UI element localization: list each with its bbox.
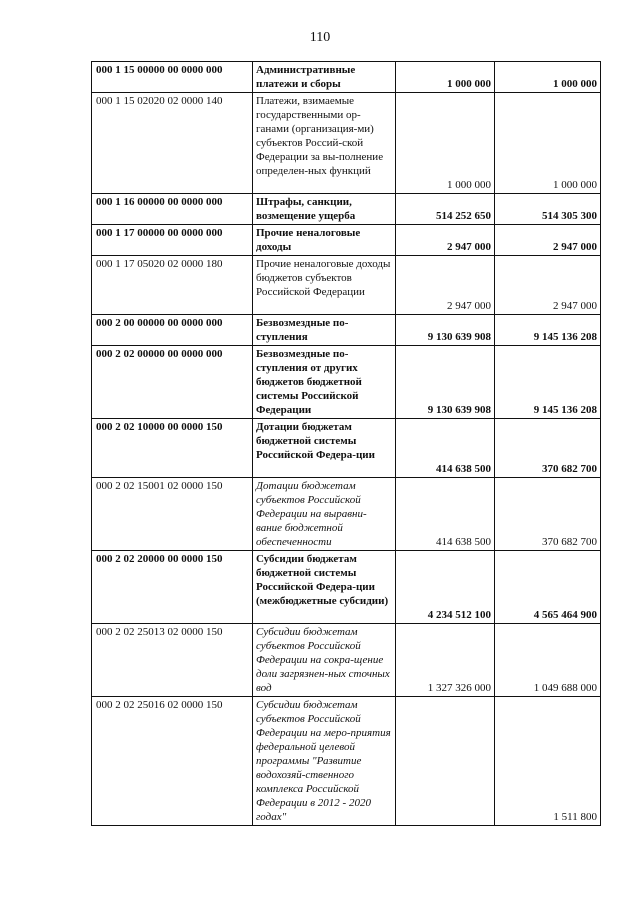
table-row xyxy=(92,315,601,346)
budget-code-cell: 000 2 02 25016 02 0000 150 xyxy=(92,697,253,826)
table-row xyxy=(92,194,601,225)
description-cell: Безвозмездные по-ступления xyxy=(253,315,396,346)
description-cell: Платежи, взимаемые государственными ор-ганами (организация-ми) субъектов Россий-ской Федерации за вы-полнение определен-ных функций xyxy=(253,93,396,194)
amount-year2-cell: 4 565 464 900 xyxy=(495,551,601,624)
table-row xyxy=(92,93,601,194)
budget-code-cell: 000 2 02 00000 00 0000 000 xyxy=(92,346,253,419)
amount-year2-cell: 370 682 700 xyxy=(495,419,601,478)
amount-year1-cell: 1 000 000 xyxy=(396,93,495,194)
description-cell: Дотации бюджетам субъектов Российской Федерации на выравни-вание бюджетной обеспеченности xyxy=(253,478,396,551)
budget-code-cell: 000 1 15 00000 00 0000 000 xyxy=(92,62,253,93)
description-cell: Субсидии бюджетам субъектов Российской Федерации на сокра-щение доли загрязнен-ных сточных вод xyxy=(253,624,396,697)
amount-year2-cell: 1 000 000 xyxy=(495,62,601,93)
description-cell: Безвозмездные по-ступления от других бюджетов бюджетной системы Российской Федерации xyxy=(253,346,396,419)
table-row xyxy=(92,62,601,93)
amount-year1-cell: 9 130 639 908 xyxy=(396,315,495,346)
table-row xyxy=(92,256,601,315)
budget-code-cell: 000 2 02 10000 00 0000 150 xyxy=(92,419,253,478)
amount-year2-cell: 9 145 136 208 xyxy=(495,346,601,419)
table-row xyxy=(92,346,601,419)
budget-code-cell: 000 1 16 00000 00 0000 000 xyxy=(92,194,253,225)
amount-year1-cell: 9 130 639 908 xyxy=(396,346,495,419)
amount-year2-cell: 2 947 000 xyxy=(495,225,601,256)
table-body xyxy=(92,62,601,826)
amount-year1-cell: 2 947 000 xyxy=(396,256,495,315)
amount-year2-cell: 1 511 800 xyxy=(495,697,601,826)
page-number: 110 xyxy=(309,30,331,45)
budget-code-cell: 000 2 02 25013 02 0000 150 xyxy=(92,624,253,697)
table-row xyxy=(92,697,601,826)
budget-code-cell: 000 2 00 00000 00 0000 000 xyxy=(92,315,253,346)
amount-year1-cell: 2 947 000 xyxy=(396,225,495,256)
amount-year1-cell: 414 638 500 xyxy=(396,478,495,551)
table-row xyxy=(92,419,601,478)
table-row xyxy=(92,478,601,551)
description-cell: Прочие неналоговые доходы xyxy=(253,225,396,256)
amount-year2-cell: 370 682 700 xyxy=(495,478,601,551)
amount-year2-cell: 1 049 688 000 xyxy=(495,624,601,697)
amount-year1-cell: 4 234 512 100 xyxy=(396,551,495,624)
amount-year2-cell: 1 000 000 xyxy=(495,93,601,194)
table-row xyxy=(92,624,601,697)
description-cell: Дотации бюджетам бюджетной системы Российской Федера-ции xyxy=(253,419,396,478)
description-cell: Прочие неналоговые доходы бюджетов субъектов Российской Федерации xyxy=(253,256,396,315)
description-cell: Субсидии бюджетам субъектов Российской Федерации на меро-приятия федеральной целевой программы "Развитие водохозяй-ственного комплекса Российской Федерации в 2012 - 2020 годах" xyxy=(253,697,396,826)
budget-table xyxy=(91,61,601,826)
description-cell: Субсидии бюджетам бюджетной системы Российской Федера-ции (межбюджетные субсидии) xyxy=(253,551,396,624)
amount-year1-cell: 414 638 500 xyxy=(396,419,495,478)
budget-code-cell: 000 1 17 05020 02 0000 180 xyxy=(92,256,253,315)
amount-year2-cell: 9 145 136 208 xyxy=(495,315,601,346)
budget-code-cell: 000 1 17 00000 00 0000 000 xyxy=(92,225,253,256)
description-cell: Штрафы, санкции, возмещение ущерба xyxy=(253,194,396,225)
amount-year1-cell xyxy=(396,697,495,826)
description-cell: Административные платежи и сборы xyxy=(253,62,396,93)
amount-year2-cell: 514 305 300 xyxy=(495,194,601,225)
budget-code-cell: 000 2 02 15001 02 0000 150 xyxy=(92,478,253,551)
amount-year2-cell: 2 947 000 xyxy=(495,256,601,315)
budget-code-cell: 000 1 15 02020 02 0000 140 xyxy=(92,93,253,194)
table-row xyxy=(92,551,601,624)
budget-code-cell: 000 2 02 20000 00 0000 150 xyxy=(92,551,253,624)
amount-year1-cell: 1 327 326 000 xyxy=(396,624,495,697)
amount-year1-cell: 514 252 650 xyxy=(396,194,495,225)
table-row xyxy=(92,225,601,256)
amount-year1-cell: 1 000 000 xyxy=(396,62,495,93)
